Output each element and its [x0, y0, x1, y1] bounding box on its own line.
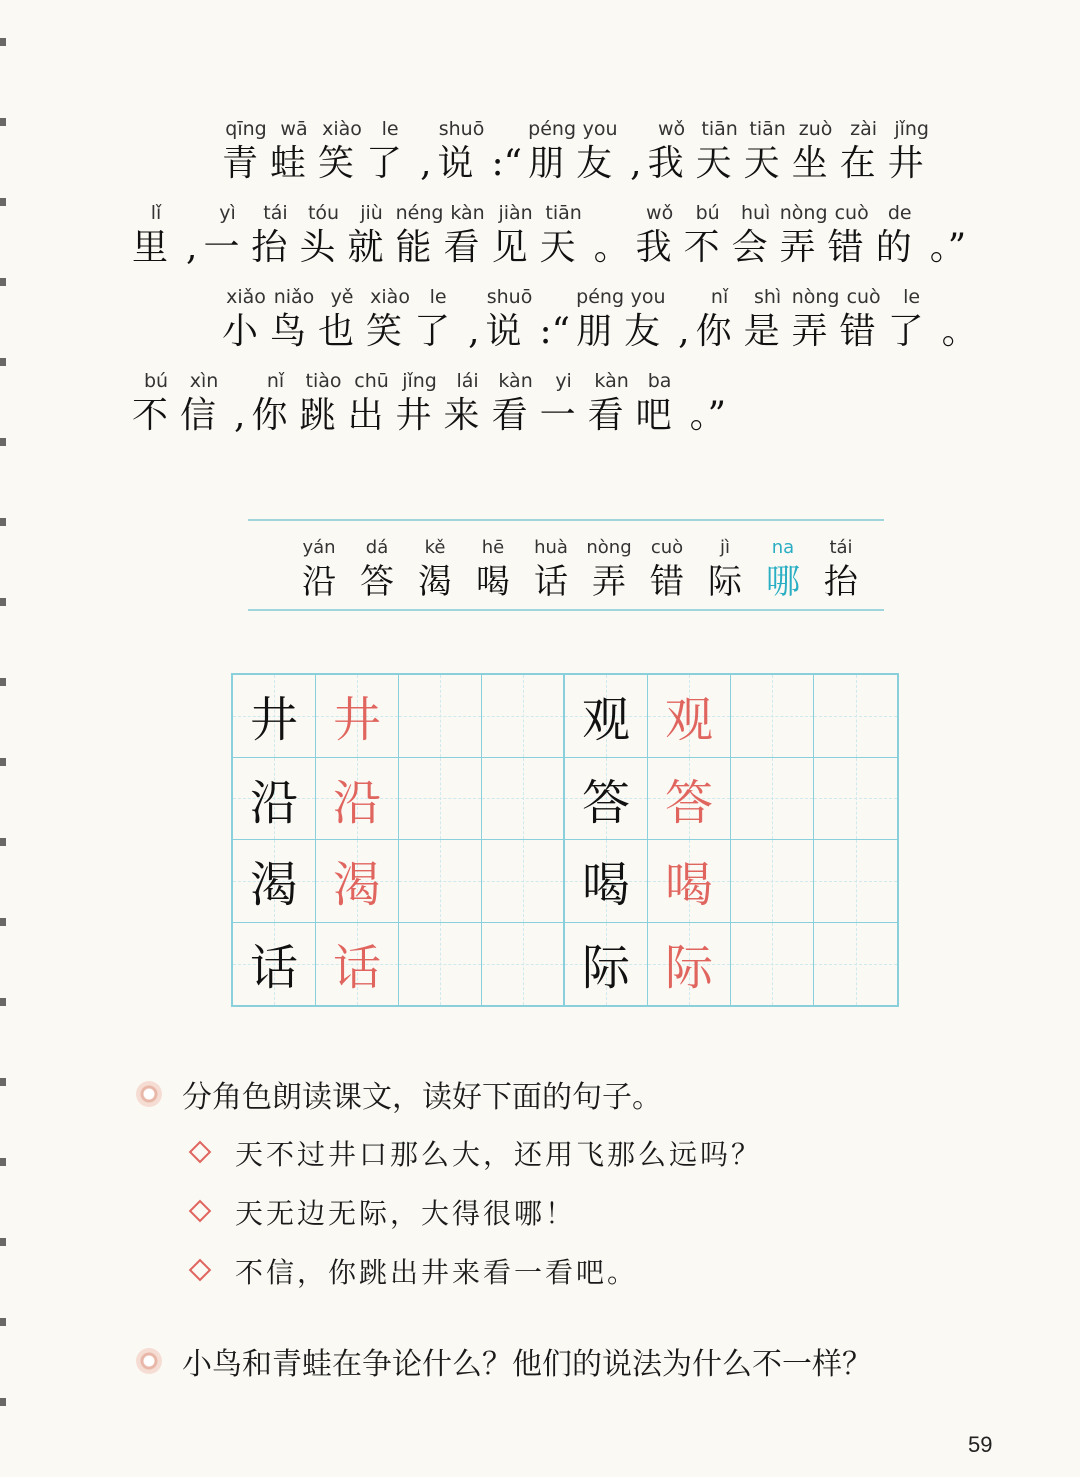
- pinyin: kàn: [498, 370, 533, 392]
- ruby-segment: [732, 200, 780, 270]
- grid-character: 观: [581, 692, 630, 749]
- hanzi: 吧: [635, 395, 684, 436]
- ruby-segment: [444, 368, 492, 438]
- pinyin: lǐ: [150, 202, 162, 224]
- new-chars-bottom-rule: [248, 609, 884, 611]
- binding-edge: [0, 0, 6, 1477]
- task-2: 小鸟和青蛙在争论什么？他们的说法为什么不一样？: [182, 1347, 872, 1382]
- pinyin: na: [771, 537, 795, 558]
- punctuation: 。”: [689, 395, 727, 436]
- hanzi: 蛙: [270, 143, 319, 184]
- hanzi: 看: [491, 395, 540, 436]
- new-char-9: [812, 534, 870, 602]
- pinyin: nǐ: [710, 286, 729, 308]
- ruby-segment: [744, 284, 792, 354]
- pinyin: you: [582, 118, 618, 140]
- hanzi: 天: [539, 227, 588, 268]
- ruby-segment: [636, 368, 684, 438]
- hanzi: 朋: [576, 311, 625, 352]
- ruby-segment: [780, 200, 828, 270]
- new-char-7: [696, 534, 754, 602]
- hanzi: 我: [647, 143, 696, 184]
- pinyin: xiào: [370, 286, 410, 308]
- ruby-segment: [624, 116, 647, 186]
- task-1: 分角色朗读课文，读好下面的句子。: [182, 1080, 662, 1115]
- page-number: 59: [968, 1432, 993, 1457]
- pinyin: nòng: [586, 537, 632, 558]
- ruby-segment: [840, 116, 888, 186]
- trace-character-cell: [648, 675, 731, 758]
- hanzi: 抬: [251, 227, 300, 268]
- hanzi: 笑: [318, 143, 367, 184]
- pinyin: jiù: [360, 202, 383, 224]
- empty-writing-cell: [399, 923, 482, 1006]
- empty-writing-cell: [731, 675, 814, 758]
- hanzi: 你: [695, 311, 744, 352]
- ruby-segment: [348, 200, 396, 270]
- new-char-4: [522, 534, 580, 602]
- ruby-segment: [414, 116, 437, 186]
- hanzi: 就: [347, 227, 396, 268]
- hanzi: 说: [437, 143, 486, 184]
- hanzi: 井: [395, 395, 444, 436]
- trace-character-cell: [316, 923, 399, 1006]
- empty-writing-cell: [482, 675, 565, 758]
- pinyin: bú: [695, 202, 720, 224]
- ruby-segment: [648, 116, 696, 186]
- grid-character: 话: [249, 940, 298, 997]
- hanzi: 弄: [592, 562, 626, 602]
- empty-writing-cell: [814, 840, 897, 923]
- example-sentence-1: 天不过井口那么大，还用飞那么远吗？: [235, 1138, 763, 1171]
- diamond-bullet-icon: [189, 1259, 212, 1282]
- hanzi: 信: [180, 395, 229, 436]
- grid-character: 沿: [249, 774, 298, 831]
- pinyin: tái: [829, 537, 853, 558]
- grid-character: 答: [664, 774, 713, 831]
- ruby-segment: [228, 368, 251, 438]
- example-sentence-2: 天无边无际，大得很哪！: [235, 1197, 577, 1230]
- pinyin: le: [903, 286, 921, 308]
- model-character-cell: [565, 675, 648, 758]
- hanzi: 了: [366, 143, 415, 184]
- pinyin: you: [630, 286, 666, 308]
- model-character-cell: [233, 758, 316, 841]
- hanzi: 一: [203, 227, 252, 268]
- pinyin: chū: [354, 370, 389, 392]
- pinyin: tiào: [305, 370, 342, 392]
- hanzi: 错: [839, 311, 888, 352]
- model-character-cell: [565, 758, 648, 841]
- trace-character-cell: [316, 675, 399, 758]
- grid-character: 喝: [664, 857, 713, 914]
- empty-writing-cell: [731, 840, 814, 923]
- hanzi: 说: [485, 311, 534, 352]
- ruby-segment: [180, 200, 203, 270]
- hanzi: 错: [827, 227, 876, 268]
- hanzi: 里: [132, 227, 181, 268]
- ruby-segment: [624, 284, 672, 354]
- ruby-segment: [696, 284, 744, 354]
- ruby-segment: [888, 284, 936, 354]
- grid-character: 际: [581, 940, 630, 997]
- punctuation: 。: [941, 311, 978, 352]
- ruby-segment: [348, 368, 396, 438]
- ruby-segment: [132, 368, 180, 438]
- pinyin: yi: [555, 370, 572, 392]
- ruby-segment: [540, 200, 588, 270]
- pinyin: tiān: [749, 118, 786, 140]
- pinyin: huì: [740, 202, 771, 224]
- ruby-segment: [924, 200, 972, 270]
- pinyin: yě: [330, 286, 354, 308]
- pinyin: zuò: [798, 118, 833, 140]
- empty-writing-cell: [814, 675, 897, 758]
- hanzi: 鸟: [270, 311, 319, 352]
- ruby-segment: [588, 200, 636, 270]
- empty-writing-cell: [399, 840, 482, 923]
- pinyin: le: [381, 118, 399, 140]
- task-bullet-icon: [136, 1348, 162, 1374]
- empty-writing-cell: [814, 758, 897, 841]
- pinyin: bú: [143, 370, 169, 392]
- pinyin: huà: [534, 537, 568, 558]
- empty-writing-cell: [482, 758, 565, 841]
- pinyin: niǎo: [273, 286, 315, 308]
- ruby-segment: [576, 284, 624, 354]
- hanzi: 友: [624, 311, 673, 352]
- ruby-segment: [492, 200, 540, 270]
- hanzi: 坐: [791, 143, 840, 184]
- ruby-segment: [588, 368, 636, 438]
- ruby-segment: [396, 368, 444, 438]
- passage-line-2: [132, 200, 972, 270]
- ruby-segment: [462, 284, 485, 354]
- grid-character: 渴: [249, 857, 298, 914]
- pinyin: jǐng: [402, 370, 437, 392]
- hanzi: 会: [731, 227, 780, 268]
- hanzi: 错: [650, 562, 684, 602]
- pinyin: cuò: [834, 202, 869, 224]
- empty-writing-cell: [731, 923, 814, 1006]
- hanzi: 看: [587, 395, 636, 436]
- pinyin: jiàn: [498, 202, 533, 224]
- model-character-cell: [233, 923, 316, 1006]
- ruby-segment: [222, 116, 270, 186]
- pinyin: tóu: [307, 202, 340, 224]
- hanzi: 笑: [366, 311, 415, 352]
- punctuation: ,: [186, 227, 198, 268]
- ruby-segment: [300, 368, 348, 438]
- hanzi: 青: [222, 143, 271, 184]
- pinyin: kàn: [450, 202, 485, 224]
- ruby-segment: [300, 200, 348, 270]
- hanzi: 头: [299, 227, 348, 268]
- ruby-segment: [366, 284, 414, 354]
- pinyin: jì: [719, 537, 730, 558]
- ruby-segment: [318, 284, 366, 354]
- empty-writing-cell: [482, 923, 565, 1006]
- punctuation: ,: [234, 395, 246, 436]
- hanzi: 不: [683, 227, 732, 268]
- pinyin: wǒ: [646, 202, 674, 224]
- trace-character-cell: [648, 758, 731, 841]
- model-character-cell: [233, 840, 316, 923]
- ruby-segment: [180, 368, 228, 438]
- hanzi: 你: [251, 395, 300, 436]
- hanzi: 小: [222, 311, 271, 352]
- pinyin: kàn: [594, 370, 629, 392]
- ruby-segment: [876, 200, 924, 270]
- ruby-segment: [251, 200, 299, 270]
- pinyin: qīng: [225, 118, 267, 140]
- ruby-segment: [792, 116, 840, 186]
- pinyin: hē: [481, 537, 505, 558]
- hanzi: 弄: [791, 311, 840, 352]
- hanzi: 喝: [476, 562, 510, 602]
- ruby-segment: [270, 116, 318, 186]
- pinyin: tiān: [701, 118, 738, 140]
- hanzi: 友: [576, 143, 625, 184]
- task-bullet-icon: [136, 1081, 162, 1107]
- hanzi: 抬: [824, 562, 858, 602]
- ruby-segment: [486, 116, 529, 186]
- pinyin: xiǎo: [226, 286, 266, 308]
- ruby-segment: [672, 284, 695, 354]
- grid-character: 井: [332, 692, 381, 749]
- pinyin: péng: [576, 286, 625, 308]
- grid-character: 观: [664, 692, 713, 749]
- pinyin: de: [887, 202, 912, 224]
- punctuation: :“: [491, 143, 523, 184]
- hanzi: 朋: [528, 143, 577, 184]
- ruby-segment: [744, 116, 792, 186]
- ruby-segment: [684, 200, 732, 270]
- ruby-segment: [684, 368, 732, 438]
- ruby-segment: [840, 284, 888, 354]
- new-char-1: [348, 534, 406, 602]
- ruby-segment: [534, 284, 577, 354]
- hanzi: 见: [491, 227, 540, 268]
- new-char-6: [638, 534, 696, 602]
- trace-character-cell: [316, 758, 399, 841]
- new-char-5: [580, 534, 638, 602]
- grid-character: 沿: [332, 774, 381, 831]
- grid-character: 渴: [332, 857, 381, 914]
- pinyin: wā: [280, 118, 308, 140]
- ruby-segment: [792, 284, 840, 354]
- diamond-bullet-icon: [189, 1141, 212, 1164]
- hanzi: 际: [708, 562, 742, 602]
- hanzi: 是: [743, 311, 792, 352]
- punctuation: 。”: [929, 227, 967, 268]
- punctuation: 。: [593, 227, 630, 268]
- passage-line-4: [132, 368, 732, 438]
- hanzi: 能: [395, 227, 444, 268]
- hanzi: 我: [635, 227, 684, 268]
- hanzi: 出: [347, 395, 396, 436]
- empty-writing-cell: [482, 840, 565, 923]
- new-char-8: [754, 534, 812, 602]
- pinyin: nòng: [791, 286, 840, 308]
- punctuation: ,: [420, 143, 432, 184]
- new-characters-strip: [290, 534, 870, 602]
- ruby-segment: [444, 200, 492, 270]
- grid-character: 答: [581, 774, 630, 831]
- pinyin: péng: [528, 118, 577, 140]
- pinyin: lái: [456, 370, 479, 392]
- hanzi: 看: [443, 227, 492, 268]
- ruby-segment: [251, 368, 299, 438]
- grid-character: 喝: [581, 857, 630, 914]
- punctuation: ,: [630, 143, 642, 184]
- ruby-segment: [528, 116, 576, 186]
- pinyin: dá: [365, 537, 389, 558]
- ruby-segment: [696, 116, 744, 186]
- new-char-0: [290, 534, 348, 602]
- hanzi: 答: [360, 562, 394, 602]
- grid-character: 井: [249, 692, 298, 749]
- trace-character-cell: [648, 923, 731, 1006]
- pinyin: shuō: [486, 286, 533, 308]
- model-character-cell: [565, 923, 648, 1006]
- hanzi: 沿: [302, 562, 336, 602]
- empty-writing-cell: [814, 923, 897, 1006]
- ruby-segment: [576, 116, 624, 186]
- ruby-segment: [396, 200, 444, 270]
- new-char-3: [464, 534, 522, 602]
- hanzi: 了: [887, 311, 936, 352]
- hanzi: 也: [318, 311, 367, 352]
- empty-writing-cell: [399, 675, 482, 758]
- ruby-segment: [132, 200, 180, 270]
- pinyin: jǐng: [894, 118, 929, 140]
- empty-writing-cell: [399, 758, 482, 841]
- ruby-segment: [486, 284, 534, 354]
- hanzi: 一: [539, 395, 588, 436]
- ruby-segment: [636, 200, 684, 270]
- model-character-cell: [233, 675, 316, 758]
- pinyin: yì: [219, 202, 236, 224]
- ruby-segment: [366, 116, 414, 186]
- ruby-segment: [888, 116, 936, 186]
- pinyin: cuò: [650, 537, 684, 558]
- pinyin: nòng: [779, 202, 828, 224]
- grid-character: 际: [664, 940, 713, 997]
- pinyin: le: [429, 286, 447, 308]
- hanzi: 渴: [418, 562, 452, 602]
- pinyin: yán: [302, 537, 336, 558]
- pinyin: shuō: [438, 118, 485, 140]
- hanzi: 在: [839, 143, 888, 184]
- punctuation: :“: [539, 311, 571, 352]
- ruby-segment: [318, 116, 366, 186]
- pinyin: xìn: [189, 370, 219, 392]
- ruby-segment: [438, 116, 486, 186]
- model-character-cell: [565, 840, 648, 923]
- hanzi: 弄: [779, 227, 828, 268]
- pinyin: xiào: [322, 118, 362, 140]
- ruby-segment: [936, 284, 984, 354]
- hanzi: 跳: [299, 395, 348, 436]
- pinyin: néng: [395, 202, 444, 224]
- ruby-segment: [222, 284, 270, 354]
- punctuation: ,: [468, 311, 480, 352]
- pinyin: nǐ: [266, 370, 285, 392]
- trace-character-cell: [648, 840, 731, 923]
- pinyin: cuò: [846, 286, 881, 308]
- pinyin: tiān: [545, 202, 582, 224]
- hanzi: 不: [132, 395, 181, 436]
- hanzi: 井: [887, 143, 936, 184]
- hanzi: 的: [875, 227, 924, 268]
- hanzi: 了: [414, 311, 463, 352]
- ruby-segment: [540, 368, 588, 438]
- passage-line-3: [222, 284, 984, 354]
- grid-character: 话: [332, 940, 381, 997]
- ruby-segment: [492, 368, 540, 438]
- pinyin: kě: [424, 537, 446, 558]
- new-char-2: [406, 534, 464, 602]
- diamond-bullet-icon: [189, 1200, 212, 1223]
- empty-writing-cell: [731, 758, 814, 841]
- passage-line-1: [222, 116, 936, 186]
- hanzi: 哪: [766, 562, 800, 602]
- pinyin: ba: [647, 370, 672, 392]
- example-sentence-3: 不信，你跳出井来看一看吧。: [235, 1256, 639, 1289]
- hanzi: 天: [695, 143, 744, 184]
- writing-practice-grid: [231, 673, 899, 1007]
- ruby-segment: [828, 200, 876, 270]
- ruby-segment: [203, 200, 251, 270]
- pinyin: zài: [850, 118, 878, 140]
- pinyin: wǒ: [657, 118, 686, 140]
- hanzi: 话: [534, 562, 568, 602]
- pinyin: shì: [753, 286, 782, 308]
- trace-character-cell: [316, 840, 399, 923]
- hanzi: 天: [743, 143, 792, 184]
- pinyin: tái: [263, 202, 288, 224]
- ruby-segment: [414, 284, 462, 354]
- hanzi: 来: [443, 395, 492, 436]
- punctuation: ,: [678, 311, 690, 352]
- new-chars-top-rule: [248, 519, 884, 521]
- ruby-segment: [270, 284, 318, 354]
